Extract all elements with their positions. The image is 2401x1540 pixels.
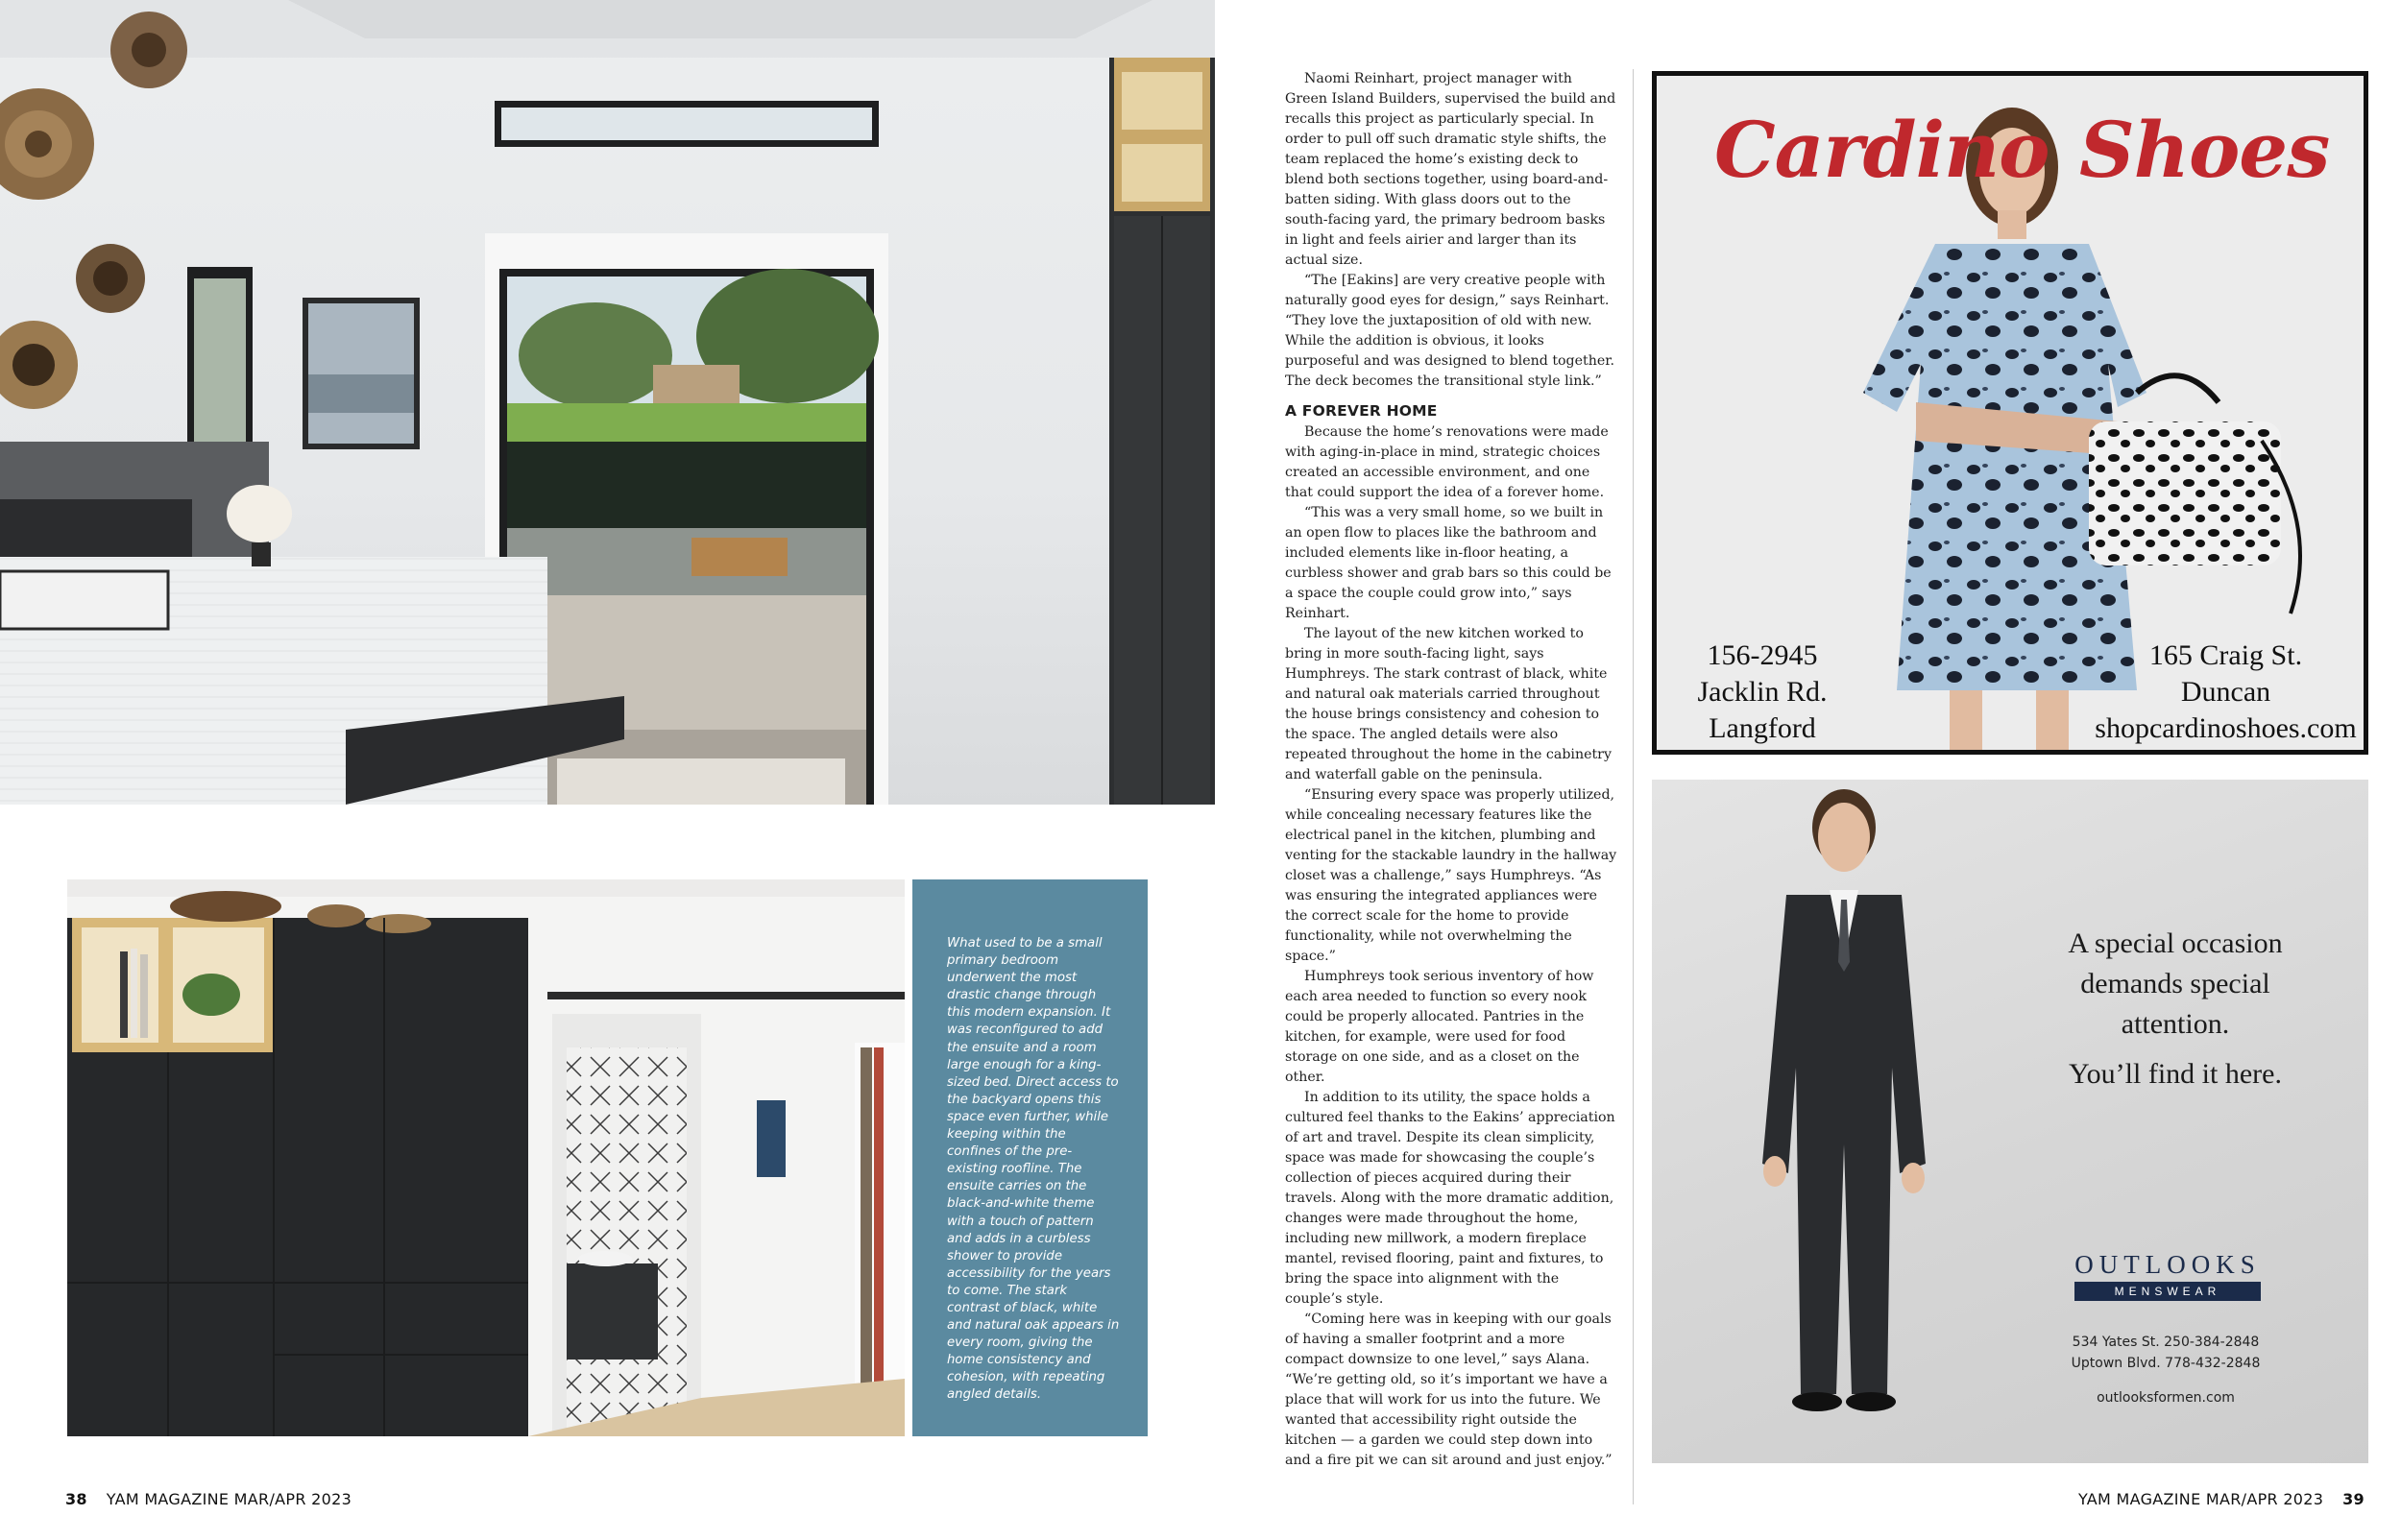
article-paragraph: “Ensuring every space was properly utilized, while concealing necessary features like the electrical panel in the kitchen, plumbing and venting for the stackable laundry in the hallway closet was a challenge,” says Humphreys. “As was ensuring the integrated appliances were the correct scale for the home to provide functionality, while not overwhelming the space.”: [1285, 787, 1617, 964]
article-paragraph: “Coming here was in keeping with our goals of having a smaller footprint and a more compact downsize to one level,” says Alana. “We’re getting old, so it’s important we have a place that will work for us into the future. We wanted that accessibility right outside the kitchen — a garden we could step down into and a fire pit we can sit around and just enjoy.”: [1285, 1311, 1613, 1468]
outlooks-tagline: [2022, 924, 2329, 1095]
cardino-shoes-ad: [1652, 71, 2368, 755]
address-line: 165 Craig St.: [2148, 639, 2303, 671]
cardino-logo-left: Cardino: [1714, 105, 2049, 195]
tagline-line: A special occasion: [2068, 927, 2283, 959]
article-paragraph: “This was a very small home, so we built in an open flow to places like the bathroom and included elements like in-floor heating, a curbless shower and grab bars so this could be a space the couple could grow into,” says Reinhart.: [1285, 505, 1612, 621]
left-page-folio: [65, 1490, 352, 1508]
outlooks-menswear-ad: [1652, 780, 2368, 1463]
outlooks-logo-sub: MENSWEAR: [2074, 1282, 2261, 1301]
address-line: 156-2945: [1707, 639, 1818, 671]
article-paragraph: In addition to its utility, the space holds a cultured feel thanks to the Eakins’ appreciation of art and travel. Despite its clean simplicity, space was made for showcasing the couple’s collection of pieces acquired during their travels. Along with the more dramatic addition, changes were made throughout the home, including new millwork, a modern fireplace mantel, revised flooring, paint and fixtures, to bring the space into alignment with the couple’s style.: [1285, 1090, 1615, 1307]
address-line: Jacklin Rd.: [1697, 676, 1828, 708]
bedroom-illustration: [0, 0, 1215, 805]
outlooks-address: Uptown Blvd. 778-432-2848: [2071, 1356, 2261, 1371]
cardino-logo-right: Shoes: [2079, 105, 2330, 195]
address-line: Duncan: [2180, 676, 2271, 708]
page-number: 39: [2342, 1490, 2365, 1508]
right-page-folio: [2078, 1490, 2365, 1508]
bedroom-photo: [0, 0, 1215, 805]
address-line: Langford: [1709, 712, 1816, 744]
page-number: 38: [65, 1490, 87, 1508]
outlooks-address: 534 Yates St. 250-384-2848: [2072, 1335, 2260, 1350]
column-divider: [1633, 69, 1634, 1504]
closet-photo: [67, 879, 905, 1436]
outlooks-contact: [2022, 1332, 2310, 1408]
photo-caption: What used to be a small primary bedroom underwent the most drastic change through this modern expansion. It was reconfigured to add the ensuite and a room large enough for a king-sized bed. Direct access to the backyard opens this space even further, while keeping within the confines of the pre-existing roofline. The ensuite carries on the black-and-white theme with a touch of pattern and adds in a curbless shower to provide accessibility for the years to come. The stark contrast of black, white and natural oak appears in every room, giving the home consistency and cohesion, with repeating angled details.: [947, 936, 1120, 1403]
outlooks-website: outlooksformen.com: [2097, 1390, 2235, 1406]
outlooks-logo: [2074, 1250, 2261, 1301]
article-paragraph: Naomi Reinhart, project manager with Green Island Builders, supervised the build and recalls this project as particularly special. In order to pull off such dramatic style shifts, the team replaced the home’s existing deck to blend both sections together, using board-and-batten siding. With glass doors out to the south-facing yard, the primary bedroom basks in light and feels airier and larger than its actual size.: [1285, 71, 1616, 268]
tagline-closing: You’ll find it here.: [2069, 1058, 2282, 1090]
magazine-issue: YAM MAGAZINE MAR/APR 2023: [2077, 1490, 2324, 1508]
tagline-line: demands special: [2080, 968, 2270, 999]
magazine-issue: YAM MAGAZINE MAR/APR 2023: [106, 1490, 352, 1508]
article-paragraph: “The [Eakins] are very creative people with naturally good eyes for design,” says Reinhart. “They love the juxtaposition of old with new. While the addition is obvious, it looks purposeful and was designed to blend together. The deck becomes the transitional style link.”: [1285, 273, 1615, 389]
cardino-website: shopcardinoshoes.com: [2095, 712, 2357, 744]
article-subheading: A FOREVER HOME: [1285, 402, 1438, 420]
tagline-line: attention.: [2121, 1008, 2230, 1040]
outlooks-logo-name: OUTLOOKS: [2074, 1250, 2261, 1279]
cardino-address-duncan: [2094, 638, 2358, 747]
article-paragraph: Humphreys took serious inventory of how each area needed to function so every nook could be properly allocated. Pantries in the kitchen, for example, were used for food storage on one side, and as a closet on the other.: [1285, 969, 1594, 1085]
article-paragraph: The layout of the new kitchen worked to bring in more south-facing light, says Humphreys. The stark contrast of black, white and natural oak materials carried throughout the house brings consistency and cohesion to the space. The angled details were also repeated throughout the home in the cabinetry and waterfall gable on the peninsula.: [1285, 626, 1612, 782]
article-column: [1285, 69, 1617, 1471]
closet-illustration: [67, 879, 905, 1436]
cardino-address-langford: [1690, 638, 1834, 747]
article-paragraph: Because the home’s renovations were made with aging-in-place in mind, strategic choices created an accessible environment, and one that could support the idea of a forever home.: [1285, 424, 1609, 500]
photo-caption-box: [912, 879, 1148, 1436]
